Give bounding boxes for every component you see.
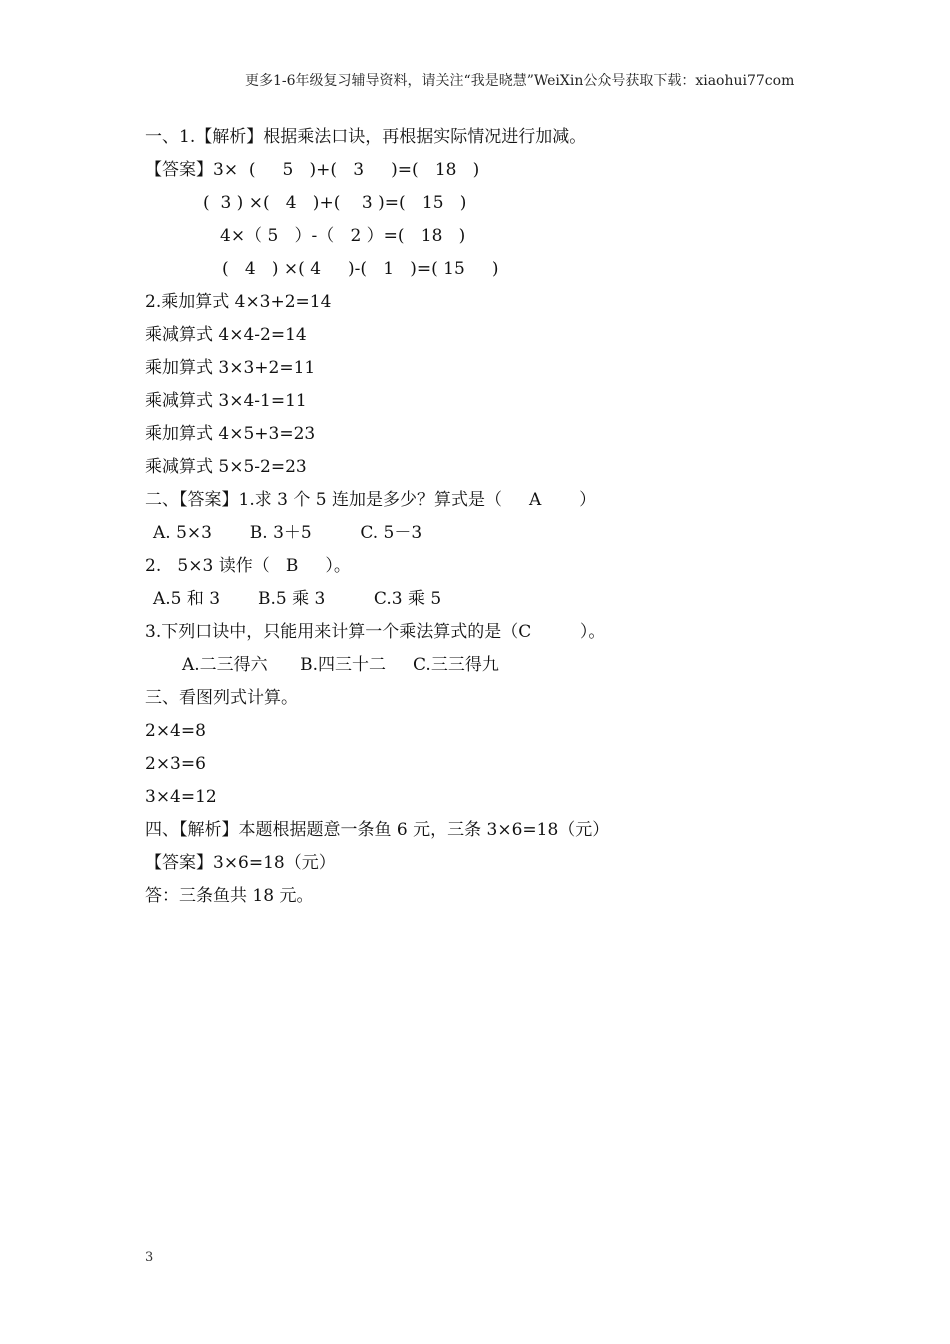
section-1-analysis: 一、1.【解析】根据乘法口诀，再根据实际情况进行加减。 (145, 127, 587, 147)
formula-line: 乘减算式 3×4-1=11 (145, 391, 307, 411)
formula-line: 2×4=8 (145, 721, 206, 741)
question-line: 3.下列口诀中，只能用来计算一个乘法算式的是（C ）。 (145, 622, 606, 642)
formula-line: 3×4=12 (145, 787, 217, 807)
question-line: 2. 5×3 读作（ B ）。 (145, 556, 351, 576)
options-line: A.5 和 3 B.5 乘 3 C.3 乘 5 (153, 589, 442, 609)
final-answer: 答：三条鱼共 18 元。 (145, 886, 314, 906)
answer-line: 4×（ 5 ）-（ 2 ）=( 18 ) (220, 226, 466, 246)
options-line: A. 5×3 B. 3＋5 C. 5－3 (153, 523, 423, 543)
page-header: 更多1-6年级复习辅导资料，请关注“我是晓慧”WeiXin公众号获取下载：xiaohui77com (245, 73, 795, 89)
formula-line: 乘加算式 3×3+2=11 (145, 358, 316, 378)
formula-line: 乘减算式 5×5-2=23 (145, 457, 307, 477)
section-3-heading: 三、看图列式计算。 (145, 688, 298, 708)
answer-line: 【答案】3× ( 5 )+( 3 )=( 18 ) (145, 160, 480, 180)
formula-line: 乘减算式 4×4-2=14 (145, 325, 307, 345)
formula-line: 乘加算式 4×5+3=23 (145, 424, 316, 444)
formula-line: 2.乘加算式 4×3+2=14 (145, 292, 332, 312)
formula-line: 2×3=6 (145, 754, 206, 774)
answer-line: 【答案】3×6=18（元） (145, 853, 336, 873)
answer-line: ( 4 ) ×( 4 )-( 1 )=( 15 ) (222, 259, 499, 279)
options-line: A.二三得六 B.四三十二 C.三三得九 (182, 655, 499, 675)
page-number: 3 (145, 1250, 154, 1265)
answer-line: ( 3 ) ×( 4 )+( 3 )=( 15 ) (203, 193, 467, 213)
section-4-analysis: 四、【解析】本题根据题意一条鱼 6 元，三条 3×6=18（元） (145, 820, 610, 840)
section-2-question: 二、【答案】1.求 3 个 5 连加是多少？算式是（ A ） (145, 490, 597, 510)
